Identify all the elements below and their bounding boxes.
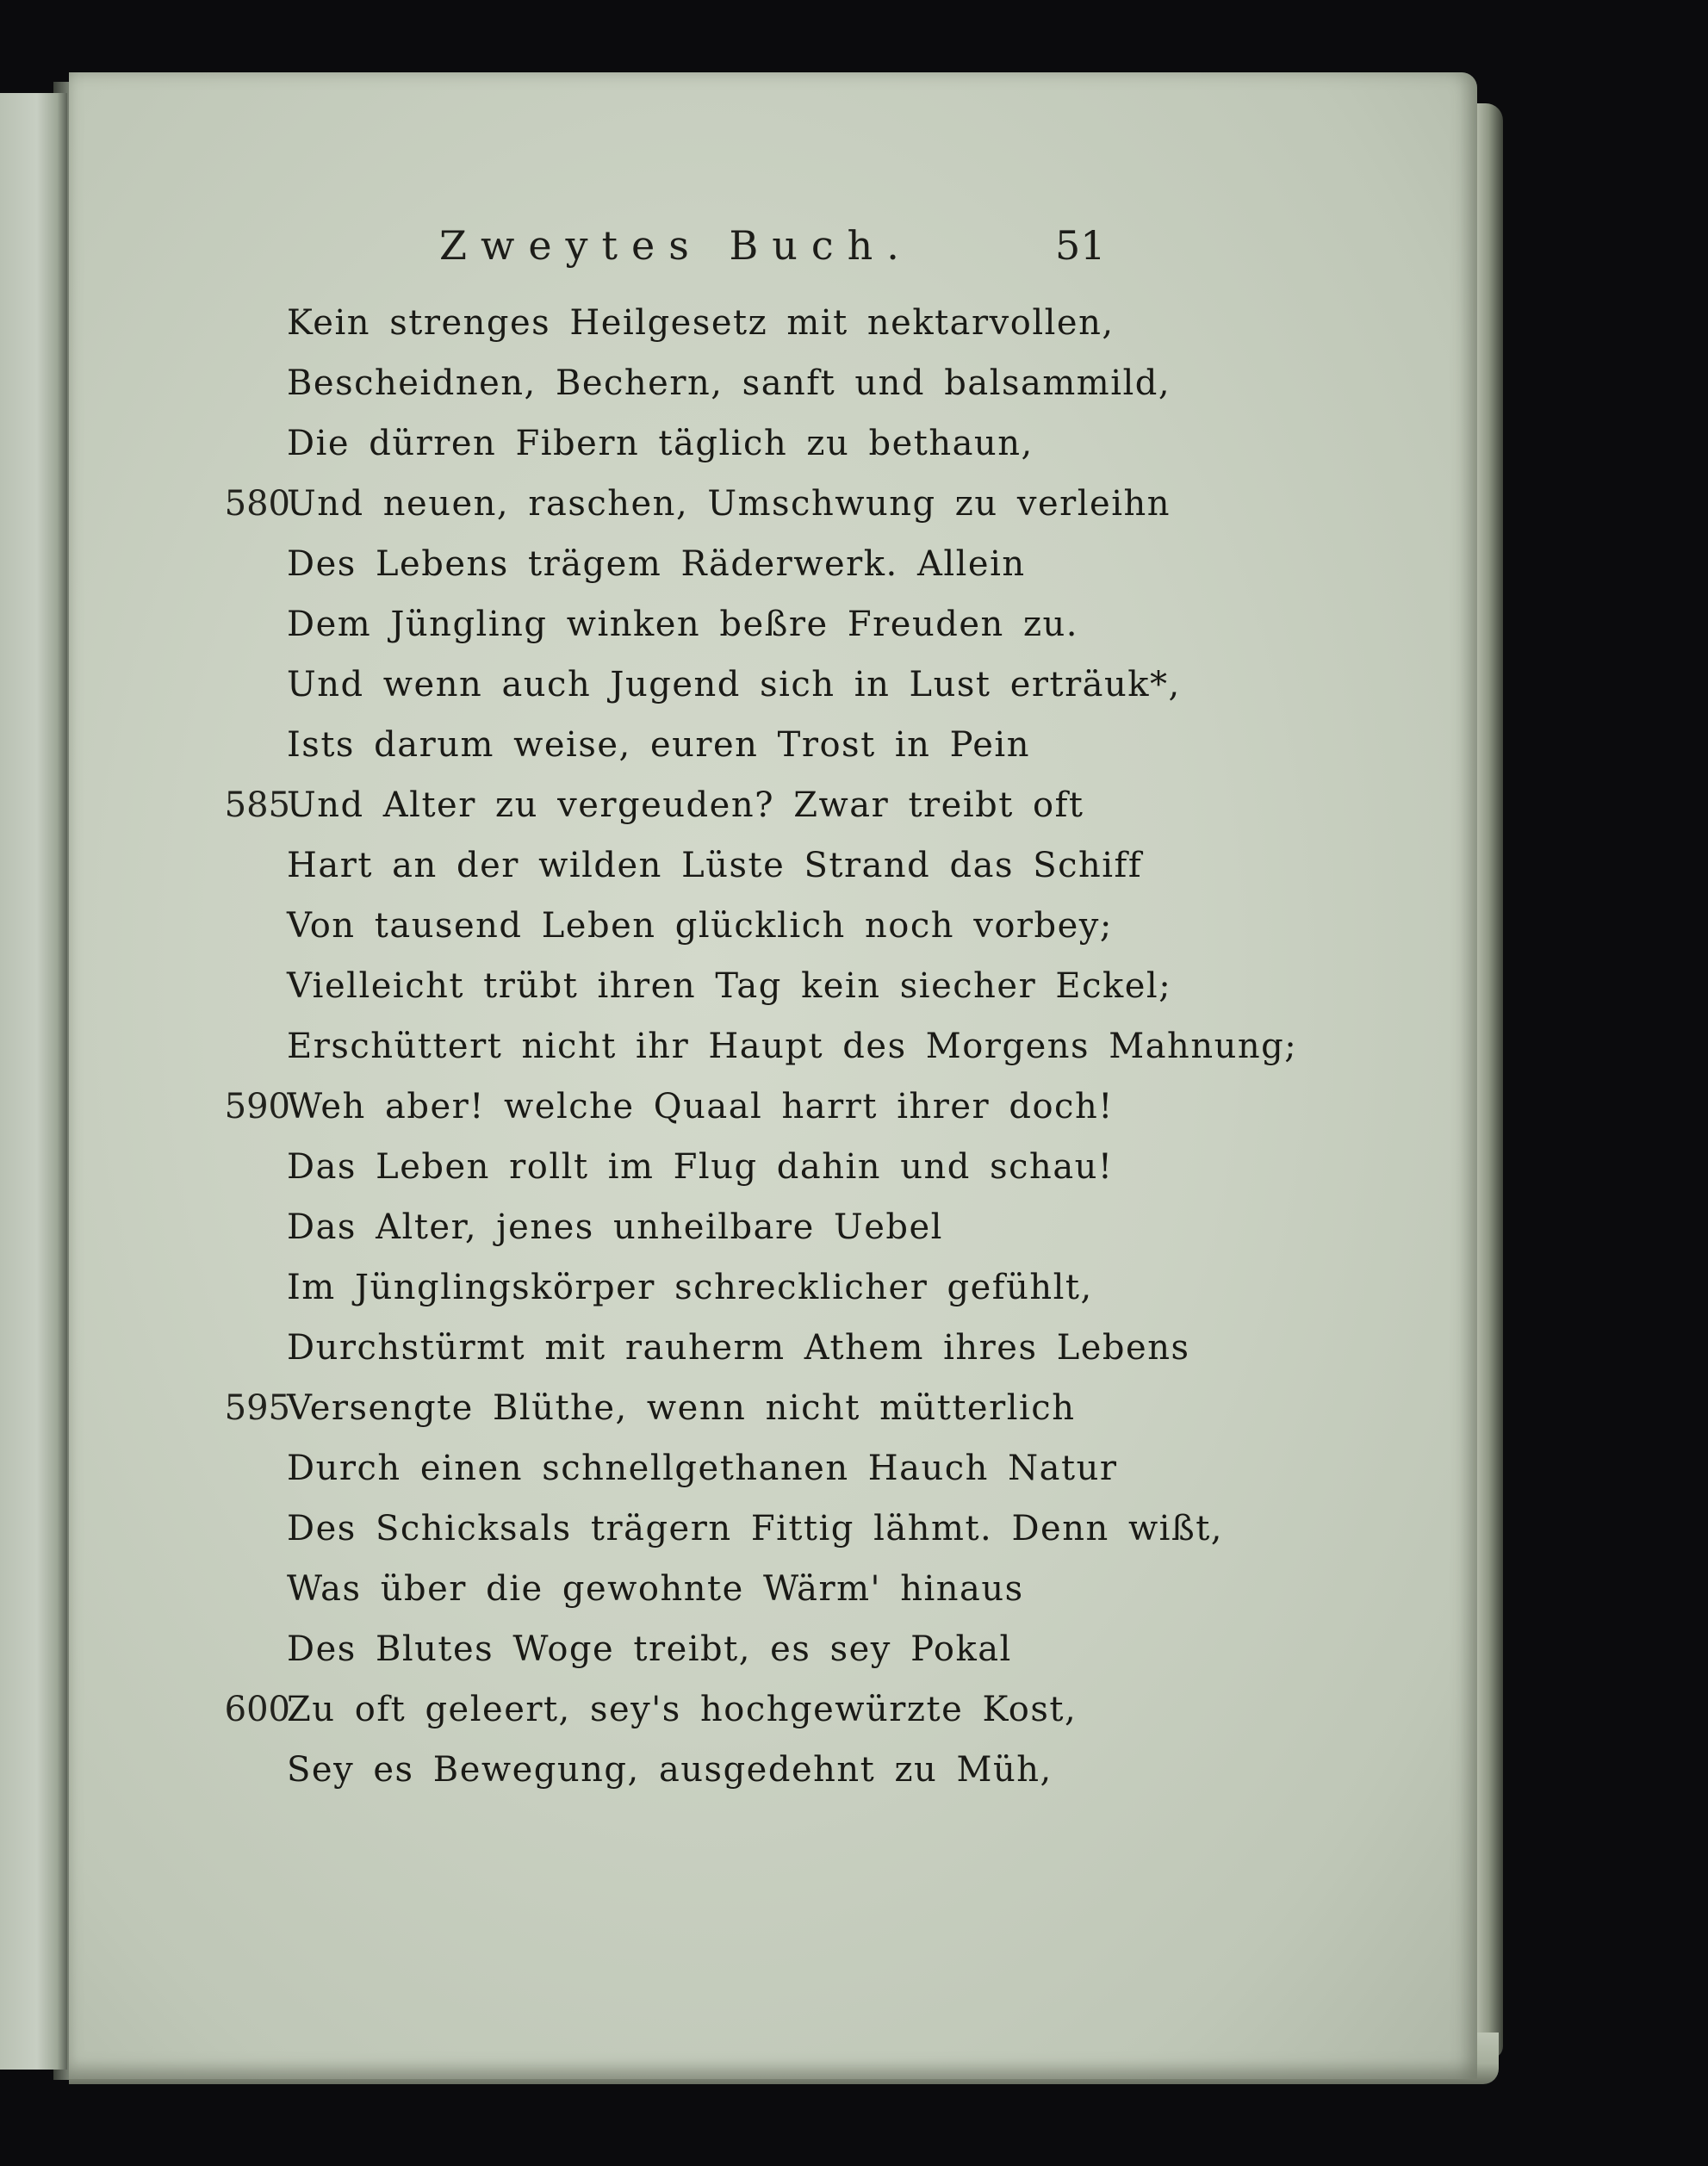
verse-line xyxy=(220,956,1400,1016)
line-text: Das Leben rollt im Flug dahin und schau! xyxy=(287,1147,1114,1187)
line-text: Im Jünglingskörper schrecklicher gefühlt, xyxy=(287,1268,1093,1307)
verse-line xyxy=(220,775,1400,835)
verse-line xyxy=(220,655,1400,715)
line-text: Die dürren Fibern täglich zu bethaun, xyxy=(287,424,1034,463)
line-text: Das Alter, jenes unheilbare Uebel xyxy=(287,1207,943,1247)
verse-line xyxy=(220,1559,1400,1619)
line-number: 590 xyxy=(224,1087,290,1126)
line-text: Dem Jüngling winken beßre Freuden zu. xyxy=(287,605,1079,644)
line-text: Durch einen schnellgethanen Hauch Natur xyxy=(287,1449,1118,1488)
line-text: Des Blutes Woge treibt, es sey Pokal xyxy=(287,1629,1012,1669)
verse-line xyxy=(220,1016,1400,1077)
line-text: Bescheidnen, Bechern, sanft und balsammild, xyxy=(287,363,1171,403)
verse-line xyxy=(220,1619,1400,1679)
page-number: 51 xyxy=(1055,222,1106,269)
line-number: 600 xyxy=(224,1690,290,1729)
line-text: Erschüttert nicht ihr Haupt des Morgens Mahnung; xyxy=(287,1027,1298,1066)
verse-line xyxy=(220,1137,1400,1197)
line-text: Weh aber! welche Quaal harrt ihrer doch! xyxy=(287,1087,1114,1126)
line-text: Sey es Bewegung, ausgedehnt zu Müh, xyxy=(287,1750,1053,1790)
line-text: Des Schicksals trägern Fittig lähmt. Denn wißt, xyxy=(287,1509,1223,1548)
verse-line xyxy=(220,353,1400,413)
line-text: Und neuen, raschen, Umschwung zu verleihn xyxy=(287,484,1171,524)
verse-line xyxy=(220,474,1400,534)
verse-line xyxy=(220,896,1400,956)
line-text: Versengte Blüthe, wenn nicht mütterlich xyxy=(287,1388,1076,1428)
verse-line xyxy=(220,1077,1400,1137)
line-text: Und Alter zu vergeuden? Zwar treibt oft xyxy=(287,785,1084,825)
verse-line xyxy=(220,1318,1400,1378)
verse-line xyxy=(220,1679,1400,1740)
line-text: Vielleicht trübt ihren Tag kein siecher Eckel; xyxy=(287,966,1172,1006)
line-number: 595 xyxy=(224,1388,290,1428)
line-text: Durchstürmt mit rauherm Athem ihres Lebens xyxy=(287,1328,1190,1368)
line-text: Und wenn auch Jugend sich in Lust erträuk*, xyxy=(287,665,1181,704)
line-text: Was über die gewohnte Wärm' hinaus xyxy=(287,1569,1024,1609)
verse-line xyxy=(220,594,1400,655)
previous-page-edge xyxy=(0,93,67,2070)
verse-line xyxy=(220,1257,1400,1318)
verse-line xyxy=(220,1438,1400,1499)
line-number: 580 xyxy=(224,484,290,524)
verse-line xyxy=(220,715,1400,775)
running-head: Zweytes Buch. xyxy=(439,222,913,269)
line-text: Des Lebens trägem Räderwerk. Allein xyxy=(287,544,1026,584)
verse-line xyxy=(220,413,1400,474)
line-text: Ists darum weise, euren Trost in Pein xyxy=(287,725,1030,765)
verse-line xyxy=(220,835,1400,896)
line-text: Hart an der wilden Lüste Strand das Schiff xyxy=(287,846,1143,885)
verse-line xyxy=(220,1499,1400,1559)
line-text: Zu oft geleert, sey's hochgewürzte Kost, xyxy=(287,1690,1078,1729)
line-text: Von tausend Leben glücklich noch vorbey; xyxy=(287,906,1113,946)
verse-line xyxy=(220,293,1400,353)
line-text: Kein strenges Heilgesetz mit nektarvollen, xyxy=(287,303,1115,343)
verse-line xyxy=(220,1378,1400,1438)
verse-line xyxy=(220,1740,1400,1800)
line-number: 585 xyxy=(224,785,290,825)
verse-line xyxy=(220,1197,1400,1257)
verse-line xyxy=(220,534,1400,594)
verse-block xyxy=(220,293,1400,1800)
